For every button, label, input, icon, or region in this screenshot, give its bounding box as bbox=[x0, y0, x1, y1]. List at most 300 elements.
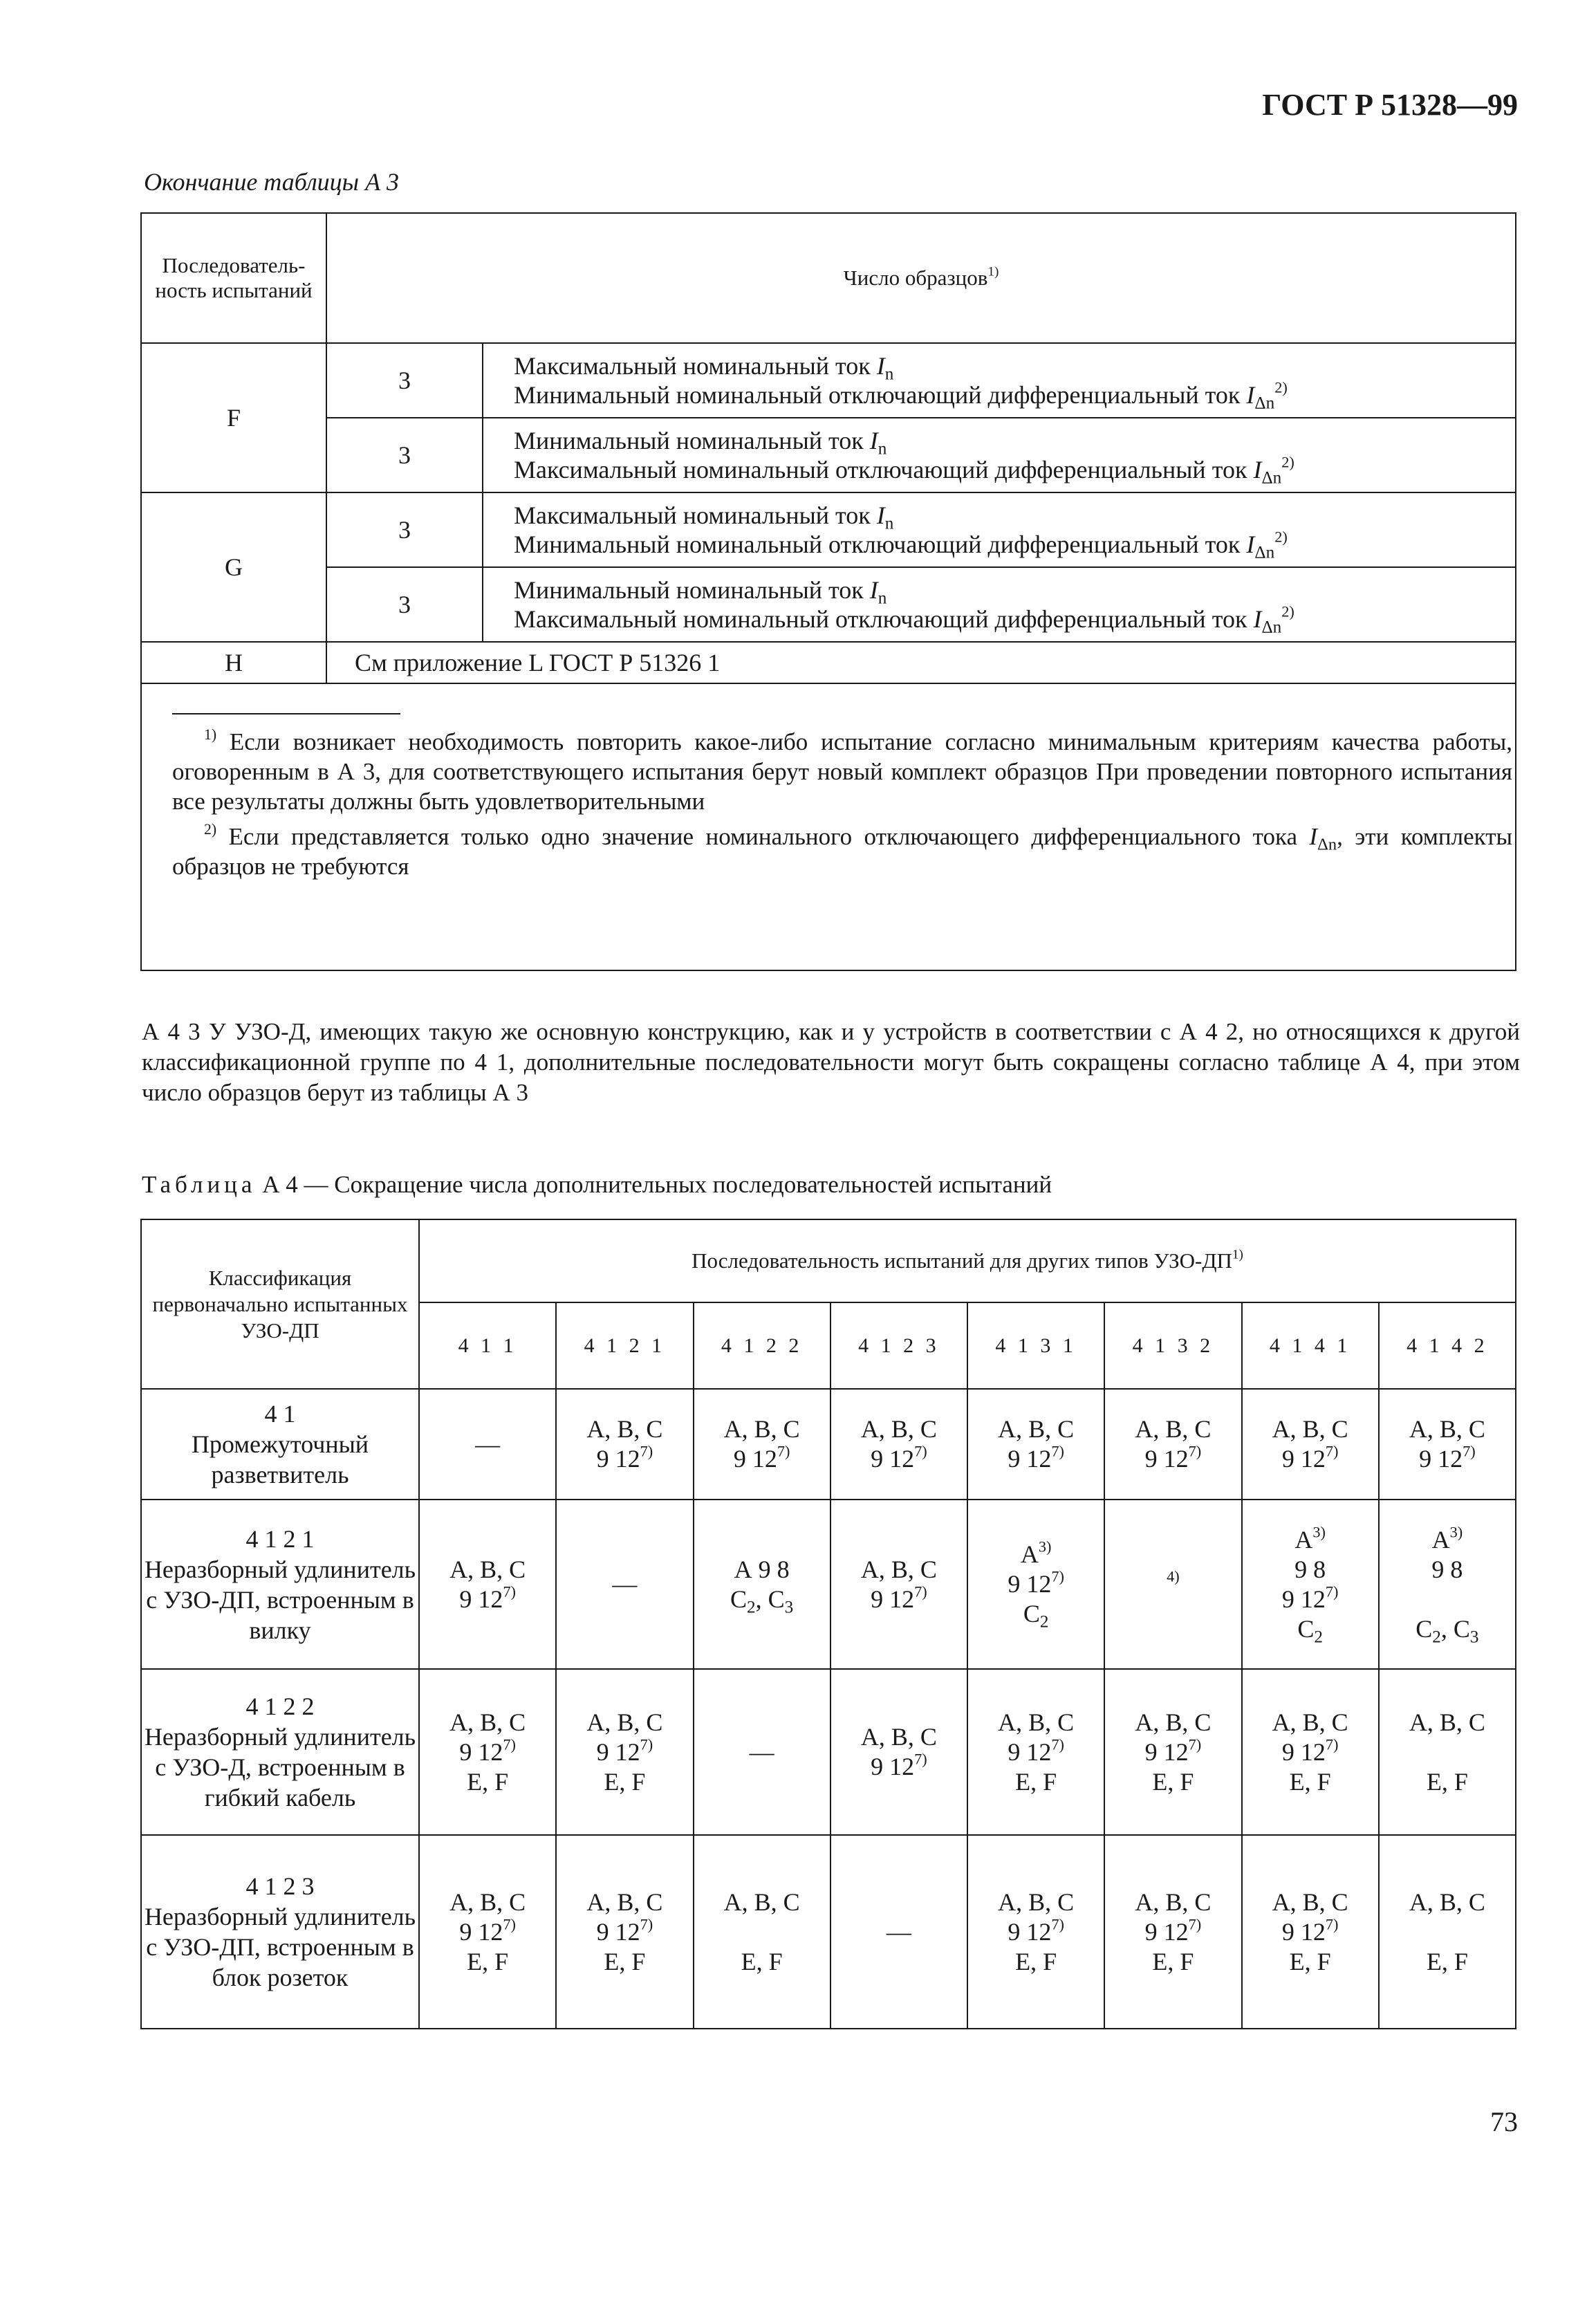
sequence-reduction-cell bbox=[1242, 1389, 1379, 1500]
cell-line bbox=[831, 1917, 967, 1947]
description-line-2 bbox=[514, 378, 1515, 413]
cell-text: 9 12 bbox=[1008, 1917, 1052, 1946]
sequence-reduction-cell bbox=[556, 1669, 693, 1835]
cell-line bbox=[831, 1555, 967, 1585]
cell-text: А, В, С bbox=[1272, 1415, 1348, 1443]
sequence-reduction-cell bbox=[967, 1835, 1104, 2029]
sequence-reduction-cell bbox=[1379, 1389, 1516, 1500]
description-text: Минимальный номинальный ток bbox=[514, 427, 870, 454]
count-column-header bbox=[326, 213, 1516, 343]
cell-line bbox=[694, 1444, 830, 1474]
footnote-ref: 7) bbox=[640, 1442, 653, 1460]
sequence-reduction-cell bbox=[1379, 1500, 1516, 1669]
row-classification-code: 4 1 2 2 bbox=[245, 1693, 315, 1720]
cell-line bbox=[420, 1947, 555, 1977]
column-code: 4 1 4 2 bbox=[1379, 1302, 1516, 1389]
cell-line bbox=[831, 1414, 967, 1444]
cell-text: А, В, С bbox=[723, 1415, 800, 1443]
cell-subscript: 3 bbox=[784, 1598, 794, 1617]
sequence-reduction-cell bbox=[1104, 1500, 1241, 1669]
footnote-ref: 7) bbox=[1051, 1567, 1064, 1585]
cell-text: 9 12 bbox=[871, 1445, 915, 1473]
cell-text: 9 12 bbox=[871, 1585, 915, 1613]
cell-text: 9 12 bbox=[459, 1585, 503, 1613]
cell-line bbox=[420, 1917, 555, 1947]
reference-cell: См приложение L ГОСТ Р 51326 1 bbox=[326, 642, 1516, 683]
footnote-ref: 7) bbox=[1188, 1915, 1202, 1933]
cell-line bbox=[968, 1947, 1104, 1977]
cell-text: 9 12 bbox=[1281, 1585, 1326, 1613]
test-sequence-cell: F bbox=[141, 343, 326, 492]
sequence-reduction-cell bbox=[1104, 1389, 1241, 1500]
footnote-ref: 3) bbox=[1312, 1522, 1326, 1540]
cell-text: 9 12 bbox=[733, 1445, 777, 1473]
cell-line bbox=[1380, 1444, 1515, 1474]
footnote-2-text-end: , эти комплекты образцов не требуются bbox=[172, 823, 1513, 880]
cell-line bbox=[557, 1414, 692, 1444]
row-classification-cell bbox=[141, 1389, 419, 1500]
count-header-footnote-ref: 1) bbox=[987, 264, 999, 279]
seq-column-header: Последователь-ность испытаний bbox=[141, 213, 326, 343]
cell-text: 9 12 bbox=[1419, 1445, 1463, 1473]
cell-text: А, В, С bbox=[860, 1555, 937, 1583]
cell-line bbox=[1380, 1737, 1515, 1767]
document-code: ГОСТ Р 51328—99 bbox=[1262, 88, 1518, 122]
cell-text: А, В, С bbox=[1272, 1708, 1348, 1736]
cell-text: А 9 8 bbox=[734, 1555, 790, 1583]
row-classification-title: Неразборный удлинитель с УЗО-ДП, встроенным в блок розеток bbox=[144, 1903, 416, 1991]
table-a3-row bbox=[141, 343, 1516, 418]
sequence-reduction-cell bbox=[694, 1389, 830, 1500]
current-symbol: I bbox=[876, 501, 885, 529]
cell-text: Е, F bbox=[604, 1767, 646, 1796]
sequence-reduction-cell bbox=[967, 1389, 1104, 1500]
cell-line bbox=[1243, 1614, 1378, 1647]
cell-text: 9 12 bbox=[1281, 1445, 1326, 1473]
cell-text: А, В, С bbox=[998, 1708, 1075, 1736]
cell-text: 9 12 bbox=[1144, 1737, 1189, 1766]
sequence-reduction-cell bbox=[694, 1500, 830, 1669]
cell-text: Е, F bbox=[1015, 1947, 1057, 1975]
table-a4-header-row bbox=[141, 1219, 1516, 1302]
cell-text: С bbox=[1023, 1600, 1040, 1627]
cell-text: А, В, С bbox=[449, 1888, 526, 1916]
cell-line bbox=[1105, 1569, 1241, 1599]
cell-line bbox=[1243, 1767, 1378, 1797]
current-subscript: n bbox=[878, 589, 887, 608]
cell-text: 9 8 bbox=[1431, 1555, 1463, 1583]
footnote-ref: 7) bbox=[1325, 1915, 1339, 1933]
footnote-ref: 7) bbox=[1325, 1582, 1339, 1600]
cell-line bbox=[1243, 1522, 1378, 1555]
footnote-ref: 4) bbox=[1167, 1567, 1180, 1585]
current-symbol: I bbox=[869, 427, 878, 454]
cell-line bbox=[420, 1767, 555, 1797]
cell-line bbox=[694, 1888, 830, 1917]
row-classification-title: Неразборный удлинитель с УЗО-Д, встроенным в гибкий кабель bbox=[144, 1723, 416, 1811]
cell-line bbox=[968, 1708, 1104, 1737]
cell-line bbox=[557, 1767, 692, 1797]
cell-text: 9 12 bbox=[1281, 1917, 1326, 1946]
paragraph-a43: А 4 3 У УЗО-Д, имеющих такую же основную конструкцию, как и у устройств в соответствии с А 4 2, но относящихся к другой классификационной группе по 4 1, дополнительные последовательности могут быть сокращены согласно таблице А 4, при этом число образцов берут из таблицы А 3 bbox=[142, 1018, 1520, 1106]
sequence-reduction-cell bbox=[1104, 1669, 1241, 1835]
current-subscript: Δn bbox=[1317, 835, 1337, 854]
current-subscript: Δn bbox=[1254, 543, 1275, 562]
cell-line bbox=[694, 1917, 830, 1947]
row-classification-code: 4 1 2 3 bbox=[245, 1872, 315, 1900]
count-header-text: Число образцов bbox=[843, 266, 988, 290]
cell-line bbox=[1380, 1888, 1515, 1917]
table-a3-row bbox=[141, 418, 1516, 492]
footnote-ref: 7) bbox=[1051, 1915, 1064, 1933]
cell-text: А, В, С bbox=[1409, 1415, 1485, 1443]
cell-text: А, В, С bbox=[1135, 1888, 1212, 1916]
cell-text: 9 12 bbox=[1144, 1917, 1189, 1946]
footnote-ref: 7) bbox=[1325, 1442, 1339, 1460]
cell-text: Е, F bbox=[467, 1767, 509, 1796]
cell-line bbox=[1105, 1708, 1241, 1737]
cell-text: А, В, С bbox=[449, 1708, 526, 1736]
cell-text: Е, F bbox=[604, 1947, 646, 1975]
description-text: Минимальный номинальный отключающий дифференциальный ток bbox=[514, 381, 1247, 409]
current-subscript: n bbox=[884, 514, 894, 533]
cell-line bbox=[694, 1414, 830, 1444]
cell-line bbox=[1380, 1614, 1515, 1647]
footnote-ref: 7) bbox=[1051, 1442, 1064, 1460]
sequence-reduction-cell bbox=[967, 1669, 1104, 1835]
cell-text: А, В, С bbox=[449, 1555, 526, 1583]
cell-text: А, В, С bbox=[1272, 1888, 1348, 1916]
test-sequence-header-footnote-ref: 1) bbox=[1232, 1247, 1243, 1262]
cell-text: А bbox=[1020, 1540, 1039, 1568]
cell-line bbox=[1380, 1414, 1515, 1444]
sequence-reduction-cell bbox=[694, 1835, 830, 2029]
cell-text: А, В, С bbox=[723, 1888, 800, 1916]
cell-text: А, В, С bbox=[586, 1415, 663, 1443]
cell-text: А, В, С bbox=[860, 1723, 937, 1751]
footnote-1 bbox=[172, 727, 1512, 816]
cell-line bbox=[1243, 1737, 1378, 1767]
cell-text: А, В, С bbox=[1409, 1888, 1485, 1916]
cell-line bbox=[1243, 1444, 1378, 1474]
table-a4-row bbox=[141, 1500, 1516, 1669]
cell-line bbox=[831, 1444, 967, 1474]
current-symbol: I bbox=[1253, 456, 1262, 483]
cell-text: 9 12 bbox=[1144, 1445, 1189, 1473]
cell-text: Е, F bbox=[1152, 1947, 1194, 1975]
description-text: Максимальный номинальный ток bbox=[514, 352, 877, 380]
column-code: 4 1 4 1 bbox=[1242, 1302, 1379, 1389]
cell-text: А, В, С bbox=[1409, 1708, 1485, 1736]
table-a4-row bbox=[141, 1669, 1516, 1835]
footnote-ref: 2) bbox=[1274, 528, 1288, 546]
cell-line bbox=[968, 1737, 1104, 1767]
row-classification-code: 4 1 2 1 bbox=[245, 1524, 315, 1553]
footnote-ref: 7) bbox=[503, 1915, 516, 1933]
cell-line bbox=[968, 1414, 1104, 1444]
table-a4-caption-text: А 4 — Сокращение числа дополнительных последовательностей испытаний bbox=[262, 1171, 1052, 1198]
cell-line bbox=[831, 1752, 967, 1782]
cell-text: А, В, С bbox=[1135, 1708, 1212, 1736]
cell-text: А, В, С bbox=[998, 1415, 1075, 1443]
sequence-reduction-cell bbox=[1379, 1835, 1516, 2029]
cell-line bbox=[968, 1444, 1104, 1474]
cell-text: С bbox=[1297, 1614, 1315, 1643]
footnote-ref: 7) bbox=[1463, 1442, 1476, 1460]
test-sequence-cell: H bbox=[141, 642, 326, 683]
cell-line bbox=[1380, 1917, 1515, 1947]
cell-line bbox=[1380, 1767, 1515, 1797]
description-text: Максимальный номинальный отключающий дифференциальный ток bbox=[514, 456, 1254, 483]
cell-line bbox=[694, 1585, 830, 1617]
description-text: Максимальный номинальный отключающий дифференциальный ток bbox=[514, 605, 1254, 633]
table-a3-caption: Окончание таблицы А 3 bbox=[144, 168, 400, 196]
cell-line bbox=[968, 1540, 1104, 1569]
cell-text: Е, F bbox=[1426, 1947, 1468, 1975]
table-a4 bbox=[140, 1219, 1516, 2029]
cell-line bbox=[831, 1722, 967, 1752]
sequence-reduction-cell bbox=[1379, 1669, 1516, 1835]
table-continues-on-next-page bbox=[140, 2068, 1518, 2075]
footnote-ref: 3) bbox=[1449, 1522, 1463, 1540]
cell-line bbox=[420, 1582, 555, 1614]
table-a4-caption bbox=[142, 1171, 1052, 1199]
cell-line bbox=[1243, 1917, 1378, 1947]
current-symbol: I bbox=[1309, 823, 1318, 850]
table-a3-notes bbox=[141, 683, 1516, 970]
sequence-reduction-cell bbox=[419, 1500, 556, 1669]
cell-line bbox=[1105, 1767, 1241, 1797]
cell-line bbox=[1105, 1737, 1241, 1767]
cell-line bbox=[557, 1569, 692, 1599]
cell-line bbox=[1105, 1444, 1241, 1474]
footnote-2 bbox=[172, 822, 1512, 881]
footnote-ref: 7) bbox=[503, 1735, 516, 1753]
notes-separator-line bbox=[172, 713, 400, 714]
cell-text: 9 12 bbox=[1281, 1737, 1326, 1766]
cell-text: С bbox=[1416, 1614, 1433, 1643]
column-code: 4 1 1 bbox=[419, 1302, 556, 1389]
sequence-reduction-cell bbox=[556, 1835, 693, 2029]
column-code: 4 1 2 2 bbox=[694, 1302, 830, 1389]
sequence-reduction-cell bbox=[967, 1500, 1104, 1669]
sequence-reduction-cell bbox=[830, 1835, 967, 2029]
cell-text: 9 12 bbox=[871, 1753, 915, 1780]
table-a3 bbox=[140, 212, 1516, 971]
cell-line bbox=[557, 1888, 692, 1917]
cell-text: А bbox=[1431, 1525, 1450, 1553]
cell-line bbox=[1380, 1555, 1515, 1585]
footnote-ref: 3) bbox=[1038, 1538, 1052, 1556]
footnote-ref: 7) bbox=[777, 1442, 790, 1460]
sequence-reduction-cell bbox=[419, 1669, 556, 1835]
cell-line bbox=[420, 1708, 555, 1737]
footnote-ref: 7) bbox=[1051, 1735, 1064, 1753]
cell-text: А, В, С bbox=[586, 1708, 663, 1736]
sequence-reduction-cell bbox=[1104, 1835, 1241, 2029]
table-a4-row bbox=[141, 1835, 1516, 2029]
current-subscript: Δn bbox=[1261, 618, 1282, 637]
cell-text: А, В, С bbox=[860, 1415, 937, 1443]
cell-text: 9 12 bbox=[596, 1445, 640, 1473]
row-classification-code: 4 1 bbox=[264, 1400, 296, 1428]
cell-line bbox=[1105, 1888, 1241, 1917]
cell-line bbox=[1380, 1708, 1515, 1737]
cell-line bbox=[968, 1917, 1104, 1947]
cell-text: А, В, С bbox=[586, 1888, 663, 1916]
cell-subscript: 3 bbox=[1469, 1627, 1479, 1647]
cell-line bbox=[1105, 1917, 1241, 1947]
footnote-ref: 2) bbox=[1281, 453, 1294, 471]
cell-text: Е, F bbox=[1152, 1767, 1194, 1796]
footnote-ref: 7) bbox=[503, 1582, 516, 1600]
cell-line bbox=[1243, 1888, 1378, 1917]
table-a3-row bbox=[141, 567, 1516, 642]
cell-line bbox=[694, 1947, 830, 1977]
sample-description-cell bbox=[483, 343, 1516, 418]
description-text: Минимальный номинальный отключающий дифференциальный ток bbox=[514, 531, 1247, 558]
cell-line bbox=[1243, 1947, 1378, 1977]
row-classification-title: Неразборный удлинитель с УЗО-ДП, встроенным в вилку bbox=[144, 1555, 416, 1644]
current-subscript: n bbox=[884, 365, 894, 384]
cell-subscript: 2 bbox=[1314, 1627, 1323, 1647]
sample-count-cell: 3 bbox=[326, 567, 483, 642]
footnote-1-text: Если возникает необходимость повторить какое-либо испытание согласно минимальным критериям качества работы, оговоренным в А 3, для соответствующего испытания берут новый комплект образцов При проведении повторного испытания все результаты должны быть удовлетворительными bbox=[172, 728, 1513, 815]
cell-line bbox=[1243, 1555, 1378, 1585]
table-a3-row bbox=[141, 492, 1516, 567]
current-symbol: I bbox=[869, 576, 878, 604]
description-line-1 bbox=[514, 575, 1515, 608]
sequence-reduction-cell bbox=[1242, 1835, 1379, 2029]
sequence-reduction-cell bbox=[419, 1389, 556, 1500]
cell-text: Е, F bbox=[1289, 1947, 1331, 1975]
cell-line bbox=[968, 1767, 1104, 1797]
sample-count-cell: 3 bbox=[326, 492, 483, 567]
cell-text: — bbox=[886, 1917, 911, 1946]
cell-line bbox=[1105, 1414, 1241, 1444]
cell-text: 9 12 bbox=[596, 1737, 640, 1766]
cell-line bbox=[831, 1582, 967, 1614]
cell-text: — bbox=[749, 1737, 774, 1766]
row-classification-title: Промежуточный разветвитель bbox=[191, 1430, 369, 1488]
current-symbol: I bbox=[1246, 531, 1255, 558]
footnote-1-marker: 1) bbox=[204, 726, 217, 743]
column-code: 4 1 3 2 bbox=[1104, 1302, 1241, 1389]
cell-text: 9 12 bbox=[1008, 1570, 1052, 1598]
footnote-ref: 7) bbox=[640, 1735, 653, 1753]
row-classification-cell bbox=[141, 1669, 419, 1835]
cell-text: 9 12 bbox=[1008, 1445, 1052, 1473]
cell-line bbox=[1243, 1708, 1378, 1737]
page-number: 73 bbox=[1490, 2106, 1518, 2137]
footnote-ref: 7) bbox=[914, 1442, 927, 1460]
column-code: 4 1 2 3 bbox=[830, 1302, 967, 1389]
cell-line bbox=[420, 1430, 555, 1459]
cell-text: А bbox=[1294, 1525, 1313, 1553]
table-a4-caption-label: Таблица bbox=[142, 1171, 257, 1198]
table-a3-row-h bbox=[141, 642, 1516, 683]
row-classification-cell bbox=[141, 1500, 419, 1669]
cell-text: Е, F bbox=[741, 1947, 783, 1975]
sequence-reduction-cell bbox=[830, 1669, 967, 1835]
cell-line bbox=[557, 1917, 692, 1947]
cell-line bbox=[1105, 1947, 1241, 1977]
cell-text: , С bbox=[755, 1585, 785, 1613]
current-subscript: n bbox=[878, 439, 887, 459]
cell-line bbox=[420, 1737, 555, 1767]
cell-text: Е, F bbox=[1015, 1767, 1057, 1796]
sample-count-cell: 3 bbox=[326, 418, 483, 492]
cell-text: А, В, С bbox=[1135, 1415, 1212, 1443]
cell-text: Е, F bbox=[1289, 1767, 1331, 1796]
description-line-1 bbox=[514, 351, 1515, 384]
cell-line bbox=[420, 1888, 555, 1917]
footnote-ref: 7) bbox=[914, 1750, 927, 1768]
cell-line bbox=[694, 1555, 830, 1585]
sample-description-cell bbox=[483, 492, 1516, 567]
cell-text: 9 12 bbox=[459, 1917, 503, 1946]
cell-line bbox=[557, 1737, 692, 1767]
cell-line bbox=[1243, 1582, 1378, 1614]
sequence-reduction-cell bbox=[556, 1500, 693, 1669]
column-code: 4 1 2 1 bbox=[556, 1302, 693, 1389]
footnote-2-text: Если представляется только одно значение номинального отключающего дифференциального тока bbox=[228, 823, 1310, 850]
cell-line bbox=[694, 1737, 830, 1767]
cell-subscript: 2 bbox=[1039, 1612, 1049, 1632]
footnote-ref: 2) bbox=[1274, 378, 1288, 396]
table-a4-row bbox=[141, 1389, 1516, 1500]
description-line-1 bbox=[514, 426, 1515, 459]
classification-header: Классификация первоначально испытанных УЗО-ДП bbox=[141, 1219, 419, 1389]
sequence-reduction-cell bbox=[1242, 1669, 1379, 1835]
cell-line bbox=[420, 1555, 555, 1585]
sequence-reduction-cell bbox=[556, 1389, 693, 1500]
cell-line bbox=[1243, 1414, 1378, 1444]
column-code: 4 1 3 1 bbox=[967, 1302, 1104, 1389]
cell-line bbox=[557, 1947, 692, 1977]
cell-line bbox=[557, 1708, 692, 1737]
footnote-ref: 7) bbox=[640, 1915, 653, 1933]
cell-text: 9 12 bbox=[459, 1737, 503, 1766]
current-symbol: I bbox=[876, 352, 885, 380]
cell-subscript: 2 bbox=[747, 1598, 756, 1617]
sequence-reduction-cell bbox=[830, 1500, 967, 1669]
table-a3-header-row bbox=[141, 213, 1516, 343]
cell-line bbox=[968, 1569, 1104, 1599]
current-symbol: I bbox=[1253, 605, 1262, 633]
description-line-2 bbox=[514, 453, 1515, 488]
description-text: Максимальный номинальный ток bbox=[514, 501, 877, 529]
sequence-reduction-cell bbox=[694, 1669, 830, 1835]
current-subscript: Δn bbox=[1254, 394, 1275, 413]
test-sequence-header bbox=[419, 1219, 1516, 1302]
sequence-reduction-cell bbox=[419, 1835, 556, 2029]
cell-text: 9 8 bbox=[1294, 1555, 1326, 1583]
description-line-1 bbox=[514, 501, 1515, 533]
footnote-ref: 2) bbox=[1281, 602, 1294, 620]
sequence-reduction-cell bbox=[1242, 1500, 1379, 1669]
description-line-2 bbox=[514, 528, 1515, 562]
footnote-ref: 7) bbox=[914, 1582, 927, 1600]
cell-text: Е, F bbox=[467, 1947, 509, 1975]
footnote-ref: 7) bbox=[1188, 1442, 1202, 1460]
cell-subscript: 2 bbox=[1432, 1627, 1441, 1647]
sample-description-cell bbox=[483, 418, 1516, 492]
description-text: Минимальный номинальный ток bbox=[514, 576, 870, 604]
cell-text: 9 12 bbox=[596, 1917, 640, 1946]
row-classification-cell bbox=[141, 1835, 419, 2029]
cell-text: Е, F bbox=[1426, 1767, 1468, 1796]
